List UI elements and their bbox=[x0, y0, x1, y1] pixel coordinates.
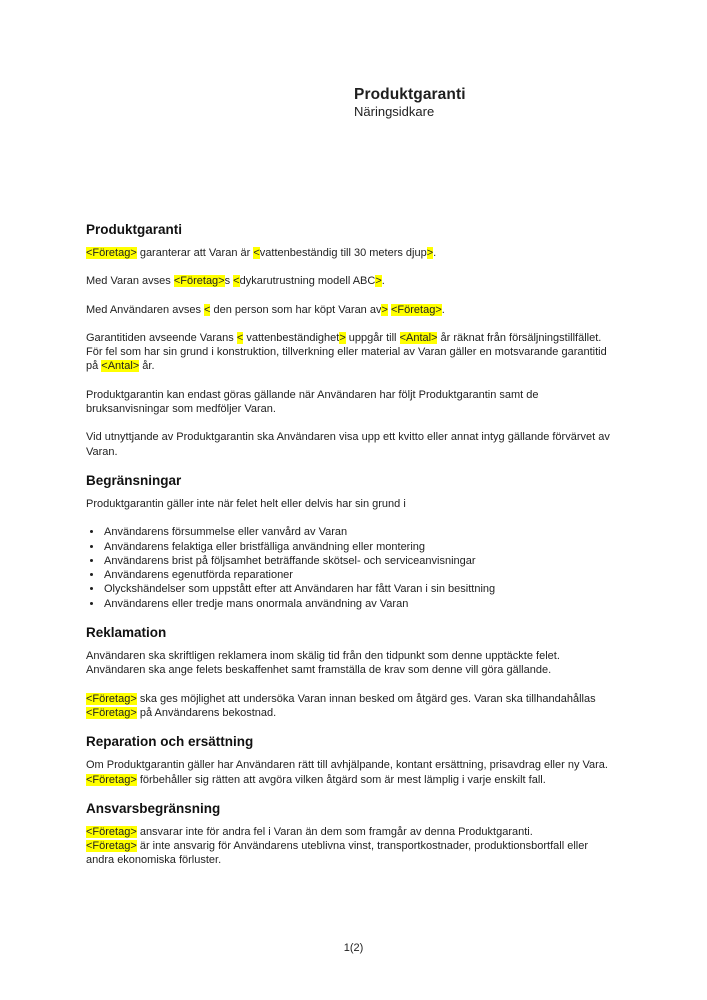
section-heading: Produktgaranti bbox=[86, 222, 183, 237]
bullet-list bbox=[86, 525, 619, 611]
document-title: Produktgaranti bbox=[354, 86, 466, 103]
placeholder-highlight: <Företag> bbox=[86, 825, 137, 838]
text-run: den person som har köpt Varan av bbox=[210, 303, 382, 316]
paragraph bbox=[86, 497, 619, 511]
text-run: vattenbeständighet bbox=[243, 331, 340, 344]
text-run: Produktgarantin gäller inte när felet helt eller delvis har sin grund i bbox=[86, 497, 406, 510]
placeholder-highlight: <Företag> bbox=[86, 773, 137, 786]
page-number: 1(2) bbox=[343, 942, 364, 954]
bullet-item: • Användarens försummelse eller vanvård av Varan bbox=[103, 525, 619, 539]
document-subtitle: Näringsidkare bbox=[354, 104, 435, 119]
placeholder-highlight: > bbox=[426, 247, 434, 259]
placeholder-highlight: > bbox=[339, 331, 346, 344]
section-heading: Ansvarsbegränsning bbox=[86, 800, 221, 816]
text-run: år räknat från försäljningstillfället. För fel som har sin grund i konstruktion, tillverkning eller material av Varan gäller en motsvarande garantitid på bbox=[86, 331, 607, 373]
placeholder-highlight: <Företag> bbox=[86, 840, 137, 853]
text-run: år. bbox=[139, 360, 155, 373]
text-run: ska ges möjlighet att undersöka Varan innan besked om åtgärd ges. Varan ska tillhandahållas bbox=[136, 692, 596, 705]
text-run: Om Produktgarantin gäller har Användaren rätt till avhjälpande, kontant ersättning, prisavdrag eller ny Vara. bbox=[86, 759, 608, 772]
bullet-item: • Olyckshändelser som uppstått efter att Användaren har fått Varan i sin besittning bbox=[103, 582, 619, 596]
text-run: . bbox=[433, 247, 437, 259]
paragraph bbox=[86, 758, 619, 787]
document-header bbox=[354, 86, 466, 120]
paragraph bbox=[86, 246, 619, 260]
bullet-item: • Användarens eller tredje mans onormala användning av Varan bbox=[103, 597, 619, 611]
text-run: Med Användaren avses bbox=[86, 303, 205, 316]
placeholder-highlight: <Antal> bbox=[101, 360, 140, 373]
paragraph bbox=[86, 303, 619, 317]
placeholder-highlight: <Företag> bbox=[86, 247, 137, 259]
paragraph bbox=[86, 274, 619, 288]
placeholder-highlight: > bbox=[375, 275, 382, 288]
placeholder-highlight: < bbox=[233, 275, 240, 288]
text-run: vattenbeständig till 30 meters djup bbox=[259, 247, 427, 259]
placeholder-highlight: < bbox=[253, 247, 260, 259]
paragraph bbox=[86, 331, 619, 374]
placeholder-highlight: < bbox=[204, 303, 211, 316]
placeholder-highlight: < bbox=[236, 331, 244, 344]
text-run: Vid utnyttjande av Produktgarantin ska Användaren visa upp ett kvitto eller annat intyg gällande förvärvet av Varan. bbox=[86, 431, 610, 458]
paragraph bbox=[86, 430, 619, 459]
paragraph bbox=[86, 825, 619, 868]
paragraph bbox=[86, 388, 619, 417]
section-heading: Begränsningar bbox=[86, 472, 182, 488]
text-run: Med Varan avses bbox=[86, 275, 174, 288]
text-run: . bbox=[441, 303, 445, 316]
section-heading: Reparation och ersättning bbox=[86, 734, 254, 750]
placeholder-highlight: <Antal> bbox=[399, 331, 438, 344]
placeholder-highlight: > bbox=[381, 303, 388, 316]
text-run: är inte ansvarig för Användarens uteblivna vinst, transportkostnader, produktionsbortfall eller andra ekonomiska förluster. bbox=[86, 840, 589, 867]
text-run: . bbox=[381, 275, 385, 288]
text-run: Garantitiden avseende Varans bbox=[86, 331, 237, 344]
paragraph bbox=[86, 649, 619, 678]
bullet-item: • Användarens egenutförda reparationer bbox=[103, 568, 619, 582]
text-run: ansvarar inte för andra fel i Varan än dem som framgår av denna Produktgaranti. bbox=[136, 825, 533, 838]
paragraph bbox=[86, 692, 619, 721]
text-run: förbehåller sig rätten att avgöra vilken åtgärd som är mest lämplig i varje enskilt fall. bbox=[136, 773, 546, 786]
placeholder-highlight: <Företag> bbox=[86, 692, 137, 705]
text-run: garanterar att Varan är bbox=[136, 247, 254, 259]
text-run: dykarutrustning modell ABC bbox=[239, 275, 376, 288]
text-run: uppgår till bbox=[345, 331, 400, 344]
text-run: Användaren ska skriftligen reklamera inom skälig tid från den tidpunkt som denne upptäckte felet. Användaren ska ange felets beskaffenhet samt framställa de krav som denne vill göra gällande. bbox=[86, 650, 560, 677]
text-run: på Användarens bekostnad. bbox=[136, 706, 277, 719]
text-run: s bbox=[224, 275, 234, 288]
bullet-item: • Användarens felaktiga eller bristfälliga användning eller montering bbox=[103, 540, 619, 554]
placeholder-highlight: <Företag> bbox=[173, 275, 225, 288]
placeholder-highlight: <Företag> bbox=[86, 706, 137, 719]
text-run: Produktgarantin kan endast göras gällande när Användaren har följt Produktgarantin samt de bruksanvisningar som medföljer Varan. bbox=[86, 388, 539, 416]
section-heading: Reklamation bbox=[86, 625, 167, 641]
placeholder-highlight: <Företag> bbox=[390, 303, 442, 316]
bullet-item: • Användarens brist på följsamhet beträffande skötsel- och serviceanvisningar bbox=[103, 554, 619, 568]
document-body bbox=[86, 222, 619, 882]
